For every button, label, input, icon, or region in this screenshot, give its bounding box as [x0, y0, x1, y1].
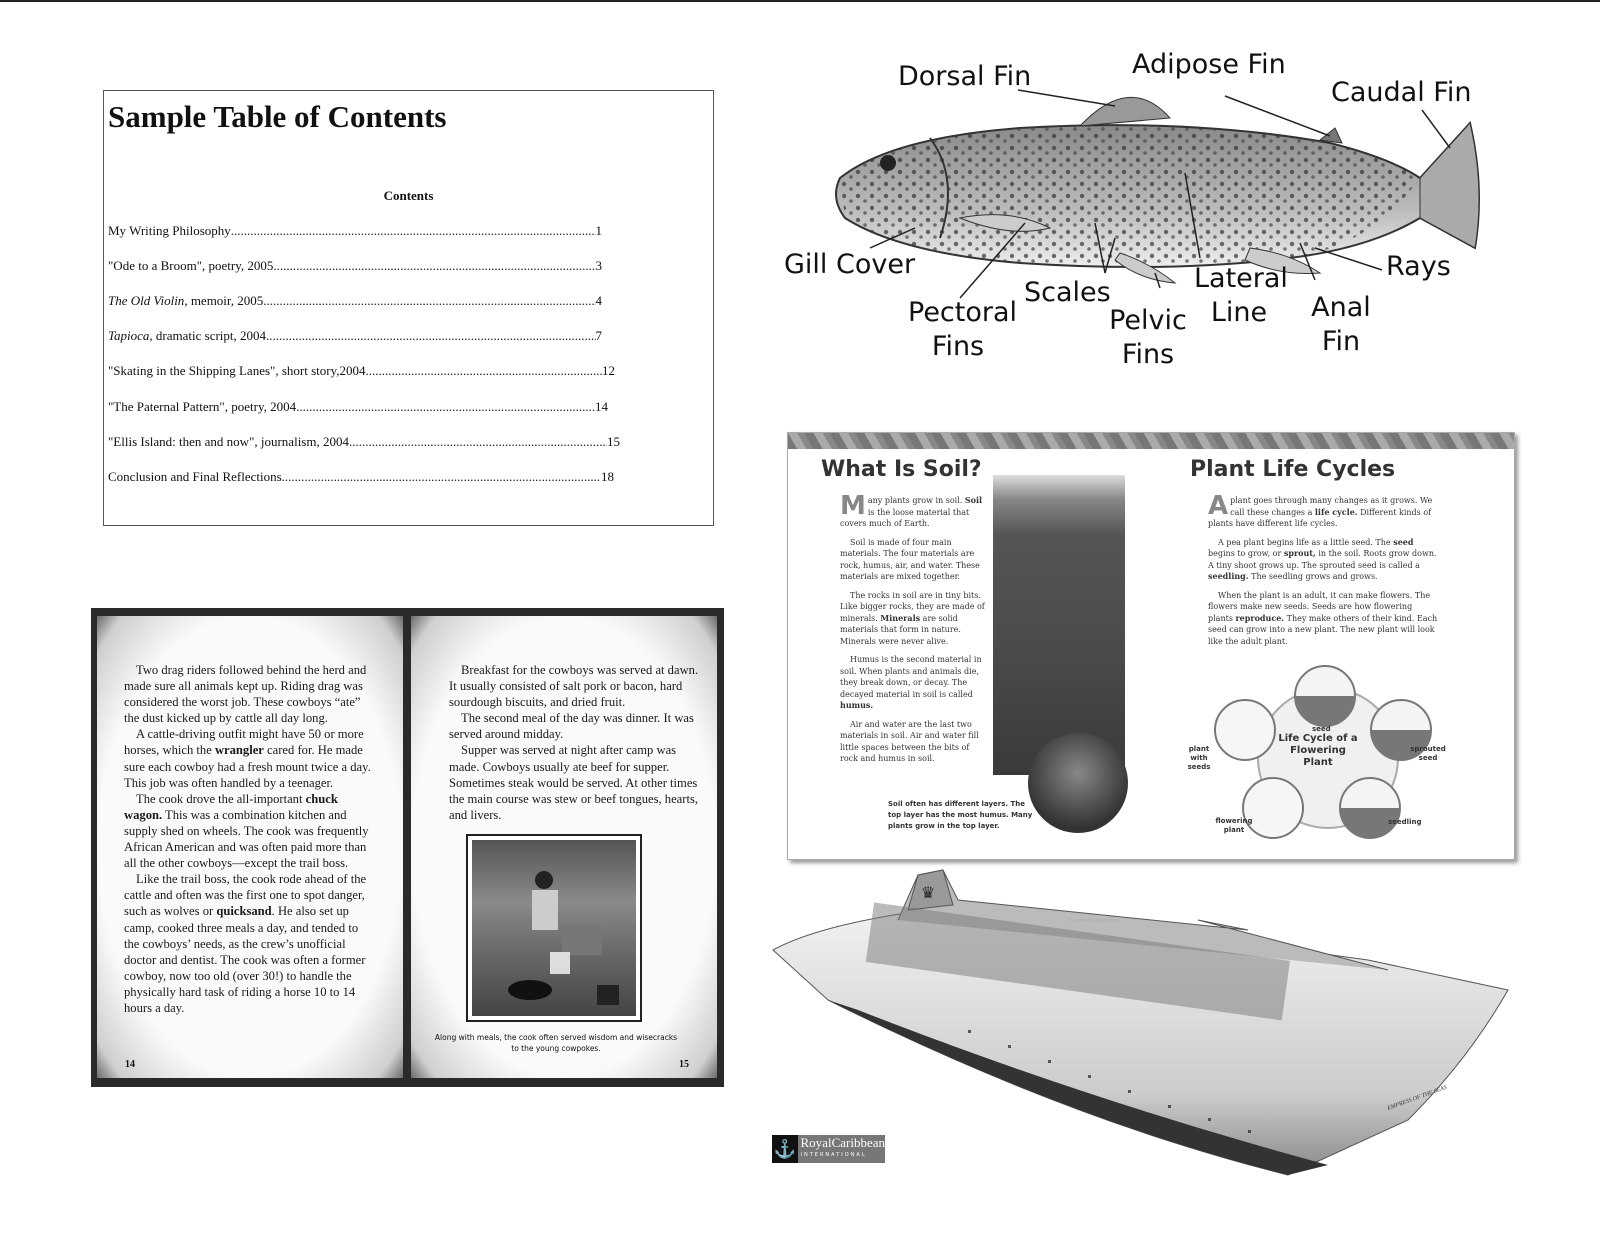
paragraph — [1208, 590, 1438, 648]
dot-leader — [273, 258, 595, 274]
text-run: are solid materials that form in nature. Minerals were never alive. — [840, 613, 961, 646]
paragraph — [124, 726, 374, 790]
watermark: © www.khulsey.com — [1068, 918, 1119, 924]
bold-term: wrangler — [214, 743, 264, 758]
stage-withseeds-image — [1214, 699, 1276, 761]
paragraph — [840, 590, 988, 648]
dot-leader — [231, 223, 596, 239]
bold-term: chuck wagon. — [124, 791, 338, 822]
text-run: Two drag riders followed behind the herd and made sure all animals kept up. Riding drag was considered the worst job. These cowboys “ate” the dust kicked up by cattle all day long. — [124, 663, 367, 726]
toc-entry-title: "Ellis Island: then and now", journalism, 2004 — [108, 434, 349, 449]
label-anal-fin: Anal Fin — [1311, 292, 1371, 357]
textbook-spread-soil-plants — [787, 432, 1515, 860]
text-run: in the soil. Roots grow down. A tiny shoot grows up. The sprouted seed is called a — [1208, 549, 1437, 570]
paragraph — [840, 654, 988, 712]
bold-term: seed — [1393, 536, 1414, 547]
soil-caption: Soil often has different layers. The top layer has the most humus. Many plants grow in the top layer. — [888, 800, 1033, 830]
label-rays: Rays — [1386, 251, 1451, 282]
label-pectoral-fins: Pectoral Fins — [908, 297, 1018, 362]
soil-paragraphs — [840, 491, 988, 765]
toc-entry — [108, 328, 602, 344]
crown-anchor-icon: ⚓ — [772, 1135, 798, 1163]
label-adipose-fin: Adipose Fin — [1132, 49, 1286, 80]
bold-term: seedling. — [1208, 571, 1249, 581]
text-run: Different kinds of plants have different life cycles. — [1208, 507, 1432, 528]
left-page-text — [124, 662, 374, 1016]
plants-paragraphs — [1208, 491, 1438, 647]
toc-entry — [108, 223, 602, 239]
toc-entry-title: , dramatic script, 2004 — [149, 328, 267, 343]
dot-leader — [296, 399, 595, 415]
ship-name: EMPRESS OF THE SEAS — [1386, 1084, 1448, 1112]
toc-entry-title: "Skating in the Shipping Lanes", short story,2004 — [108, 363, 366, 378]
paragraph — [1208, 537, 1438, 583]
toc-entry-page: 7 — [595, 328, 602, 343]
toc-entry-italic-title: The Old Violin — [108, 293, 185, 308]
page-number-right: 15 — [679, 1059, 689, 1070]
soil-photo — [993, 475, 1125, 775]
dot-leader — [263, 293, 595, 309]
toc-entry-title: "The Paternal Pattern", poetry, 2004 — [108, 399, 297, 414]
soil-title: What Is Soil? — [821, 457, 982, 482]
label-gill-cover: Gill Cover — [784, 249, 916, 280]
decorative-band — [788, 433, 1514, 449]
toc-entry-page: 12 — [602, 363, 615, 378]
text-run: A pea plant begins life as a little seed. The — [1218, 537, 1394, 547]
paragraph — [449, 710, 699, 742]
text-run: Humus is the second material in soil. When plants and animals die, they break down, or decay. The decayed material in soil is called — [840, 655, 982, 699]
label-caudal-fin: Caudal Fin — [1331, 77, 1472, 108]
text-run: When the plant is an adult, it can make flowers. The flowers make new seeds. Seeds are how flowering plants — [1208, 590, 1431, 623]
text-run: The seedling grows and grows. — [1248, 572, 1378, 581]
text-run: The rocks in soil are in tiny bits. Like bigger rocks, they are made of minerals. — [840, 590, 985, 623]
text-run: Like the trail boss, the cook rode ahead of the cattle and often was the first one to spot danger, such as wolves or — [124, 872, 367, 919]
label-dorsal-fin: Dorsal Fin — [898, 61, 1032, 92]
label-seedling: seedling — [1388, 818, 1422, 826]
page-number-left: 14 — [125, 1059, 135, 1070]
toc-entry-title: My Writing Philosophy — [108, 223, 231, 238]
bold-term: sprout, — [1283, 548, 1316, 558]
plants-drop-cap: A — [1208, 491, 1229, 521]
text-run: Soil is made of four main materials. The four materials are rock, humus, air, and water. These materials are mixed together. — [840, 537, 980, 581]
top-border — [0, 0, 1600, 2]
bold-term: quicksand — [216, 904, 272, 919]
stage-seed-image — [1294, 665, 1356, 727]
fish-anatomy-diagram — [770, 48, 1510, 373]
bold-term: reproduce. — [1235, 612, 1285, 623]
toc-entry-page: 4 — [595, 293, 602, 308]
cycle-title: Life Cycle of a Flowering Plant — [1278, 733, 1358, 768]
photo-caption: Along with meals, the cook often served wisdom and wisecracks to the young cowpokes. — [434, 1033, 678, 1053]
bold-term: Minerals — [880, 612, 921, 623]
bold-term: humus. — [840, 700, 874, 710]
text-run: This was a combination kitchen and supply shed on wheels. The cook was frequently African American and was often paid more than all the other cowboys—except the trail boss. — [124, 807, 369, 871]
text-run: Air and water are the last two materials in soil. Air and water fill little spaces between the bits of rock and humus in soil. — [840, 719, 979, 763]
toc-entry-title: , memoir, 2005 — [184, 293, 264, 308]
book-right-page — [411, 616, 717, 1078]
logo-main: RoyalCaribbean — [800, 1135, 885, 1150]
toc-entry-title: "Ode to a Broom", poetry, 2005 — [108, 258, 274, 273]
toc-entry-page: 18 — [601, 469, 614, 484]
toc-entry-page: 14 — [595, 399, 608, 414]
paragraph — [449, 742, 699, 822]
dot-leader — [365, 363, 602, 379]
label-sprouted-seed: sprouted seed — [1410, 745, 1446, 762]
text-run: They make others of their kind. Each seed can grow into a new plant. The new plant will look like the adult plant. — [1208, 613, 1438, 646]
toc-entry — [108, 399, 608, 415]
plants-text — [1208, 491, 1438, 654]
paragraph — [1208, 491, 1438, 530]
label-seed: seed — [1312, 725, 1331, 733]
royal-caribbean-logo — [772, 1135, 885, 1163]
toc-entry — [108, 434, 620, 450]
text-run: Breakfast for the cowboys was served at dawn. It usually consisted of salt pork or bacon, hard sourdough biscuits, and dried fruit. — [449, 663, 699, 710]
paragraph — [449, 662, 699, 710]
book-spread — [91, 608, 724, 1087]
text-run: any plants grow in soil. — [867, 496, 965, 505]
toc-title: Sample Table of Contents — [108, 99, 447, 134]
label-plant-with-seeds: plant with seeds — [1187, 745, 1211, 771]
text-run: Supper was served at night after camp was made. Cowboys usually ate beef for supper. Sometimes steak would be served. At other times the main course was stew or beef tongues, hearts, and livers. — [449, 743, 698, 822]
seed-in-soil-photo — [1028, 733, 1128, 833]
cook-illustration — [472, 840, 636, 1016]
paragraph — [840, 719, 988, 765]
text-run: plant goes through many changes as it grows. We call these changes a — [1230, 496, 1433, 517]
cook-photo — [466, 834, 642, 1022]
cruise-ship-cutaway — [768, 860, 1513, 1180]
text-run: begins to grow, or — [1208, 549, 1284, 558]
bold-term: Soil — [964, 495, 983, 505]
svg-text:♛: ♛ — [920, 885, 936, 902]
toc-heading: Contents — [383, 188, 434, 203]
paragraph — [124, 662, 374, 726]
paragraph — [840, 537, 988, 583]
label-lateral-line: Lateral Line — [1194, 263, 1288, 328]
ship-illustration — [768, 860, 1513, 1180]
book-left-page — [97, 616, 403, 1078]
dot-leader — [349, 434, 607, 450]
bold-term: life cycle. — [1314, 506, 1358, 517]
stage-seedling-image — [1339, 777, 1401, 839]
dot-leader — [266, 328, 595, 344]
label-scales: Scales — [1024, 277, 1111, 308]
dot-leader — [282, 469, 601, 485]
toc-entry — [108, 363, 615, 379]
toc-entry-italic-title: Tapioca — [108, 328, 150, 343]
label-flowering-plant: flowering plant — [1215, 817, 1253, 834]
text-run: is the loose material that covers much of Earth. — [840, 507, 970, 528]
text-run: cared for. He made sure each cowboy had a fresh mount twice a day. This job was often handled by a teenager. — [124, 743, 371, 790]
soil-drop-cap: M — [840, 491, 866, 521]
paragraph — [124, 791, 374, 871]
toc-entry — [108, 469, 614, 485]
text-run: The second meal of the day was dinner. It was served around midday. — [449, 711, 694, 742]
table-of-contents — [103, 90, 714, 526]
paragraph — [124, 871, 374, 1016]
toc-entry-page: 3 — [595, 258, 602, 273]
label-pelvic-fins: Pelvic Fins — [1109, 305, 1187, 370]
right-page-text — [449, 662, 699, 823]
toc-entry-title: Conclusion and Final Reflections — [108, 469, 282, 484]
toc-entry — [108, 258, 602, 274]
toc-entry-page: 1 — [595, 223, 602, 238]
text-run: The cook drove the all-important — [136, 791, 306, 806]
soil-text — [840, 491, 988, 772]
text-run: A cattle-driving outfit might have 50 or more horses, which the — [124, 727, 364, 758]
plants-title: Plant Life Cycles — [1190, 457, 1396, 482]
text-run: . He also set up camp, cooked three meals a day, and tended to the cowboys’ needs, as the crew’s unofficial doctor and dentist. The cook was often a former cowboy, now too old (over 30!) to handle the physically hard task of riding a horse 10 to 14 hours a day. — [124, 904, 366, 1015]
logo-sub: INTERNATIONAL — [800, 1152, 867, 1158]
toc-entry — [108, 293, 602, 309]
toc-entry-page: 15 — [607, 434, 620, 449]
